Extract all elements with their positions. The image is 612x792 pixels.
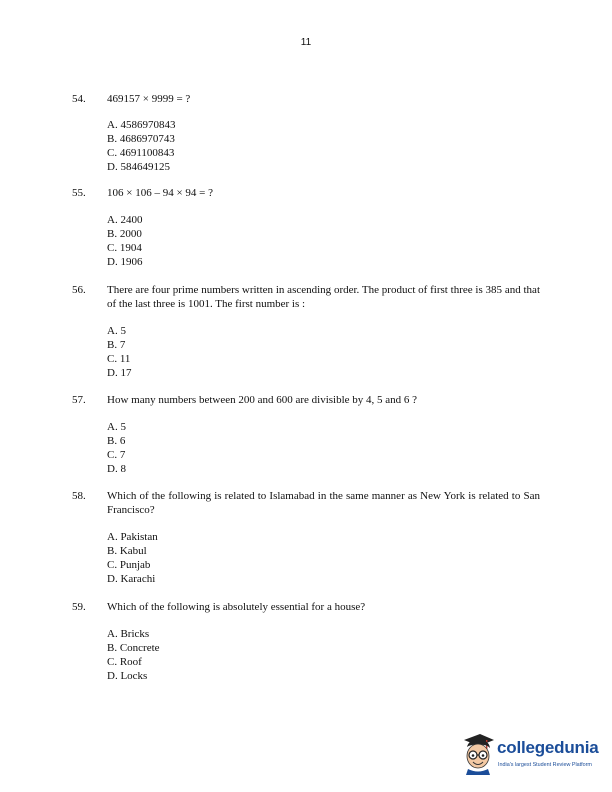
page-number: 11 (300, 37, 312, 48)
option-d: D. 1906 (107, 256, 143, 268)
collegedunia-logo (460, 731, 610, 781)
option-c: C. 7 (107, 449, 126, 461)
option-c: C. Punjab (107, 559, 151, 571)
question-text: Which of the following is related to Islamabad in the same manner as New York is related to San Francisco? (107, 490, 540, 516)
option-a: A. Pakistan (107, 531, 158, 543)
option-d: D. 17 (107, 367, 132, 379)
question-text: Which of the following is absolutely essential for a house? (107, 601, 366, 613)
options-list (107, 118, 175, 174)
option-c: C. 11 (107, 353, 131, 365)
mascot-avatar-icon (460, 731, 496, 775)
option-b: B. Kabul (107, 545, 147, 557)
option-c: C. Roof (107, 656, 142, 668)
option-b: B. Concrete (107, 642, 160, 654)
question-number: 55. (72, 187, 86, 199)
question-text: 469157 × 9999 = ? (107, 93, 191, 105)
brand-tagline: India's largest Student Review Platform (498, 762, 592, 768)
question-number: 59. (72, 601, 86, 613)
option-a: A. 2400 (107, 214, 143, 226)
option-b: B. 4686970743 (107, 133, 175, 145)
option-d: D. Locks (107, 670, 148, 682)
question-number: 56. (72, 284, 86, 296)
option-c: C. 1904 (107, 242, 142, 254)
options-list (107, 213, 142, 269)
option-a: A. 5 (107, 421, 126, 433)
option-a: A. 4586970843 (107, 119, 176, 131)
option-d: D. Karachi (107, 573, 156, 585)
question-text: 106 × 106 – 94 × 94 = ? (107, 187, 213, 199)
option-a: A. Bricks (107, 628, 150, 640)
option-d: D. 8 (107, 463, 126, 475)
option-b: B. 6 (107, 435, 126, 447)
option-b: B. 2000 (107, 228, 142, 240)
options-list (107, 420, 126, 476)
option-b: B. 7 (107, 339, 126, 351)
options-list (107, 627, 160, 683)
options-list (107, 530, 158, 586)
option-a: A. 5 (107, 325, 126, 337)
question-number: 54. (72, 93, 86, 105)
question-text: How many numbers between 200 and 600 are divisible by 4, 5 and 6 ? (107, 394, 418, 406)
question-number: 58. (72, 490, 86, 502)
question-number: 57. (72, 394, 86, 406)
option-d: D. 584649125 (107, 161, 170, 173)
options-list (107, 324, 131, 380)
question-text: There are four prime numbers written in ascending order. The product of first three is 385 and that of the last three is 1001. The first number is : (107, 284, 540, 310)
brand-name: collegedunia (497, 738, 599, 757)
option-c: C. 4691100843 (107, 147, 175, 159)
